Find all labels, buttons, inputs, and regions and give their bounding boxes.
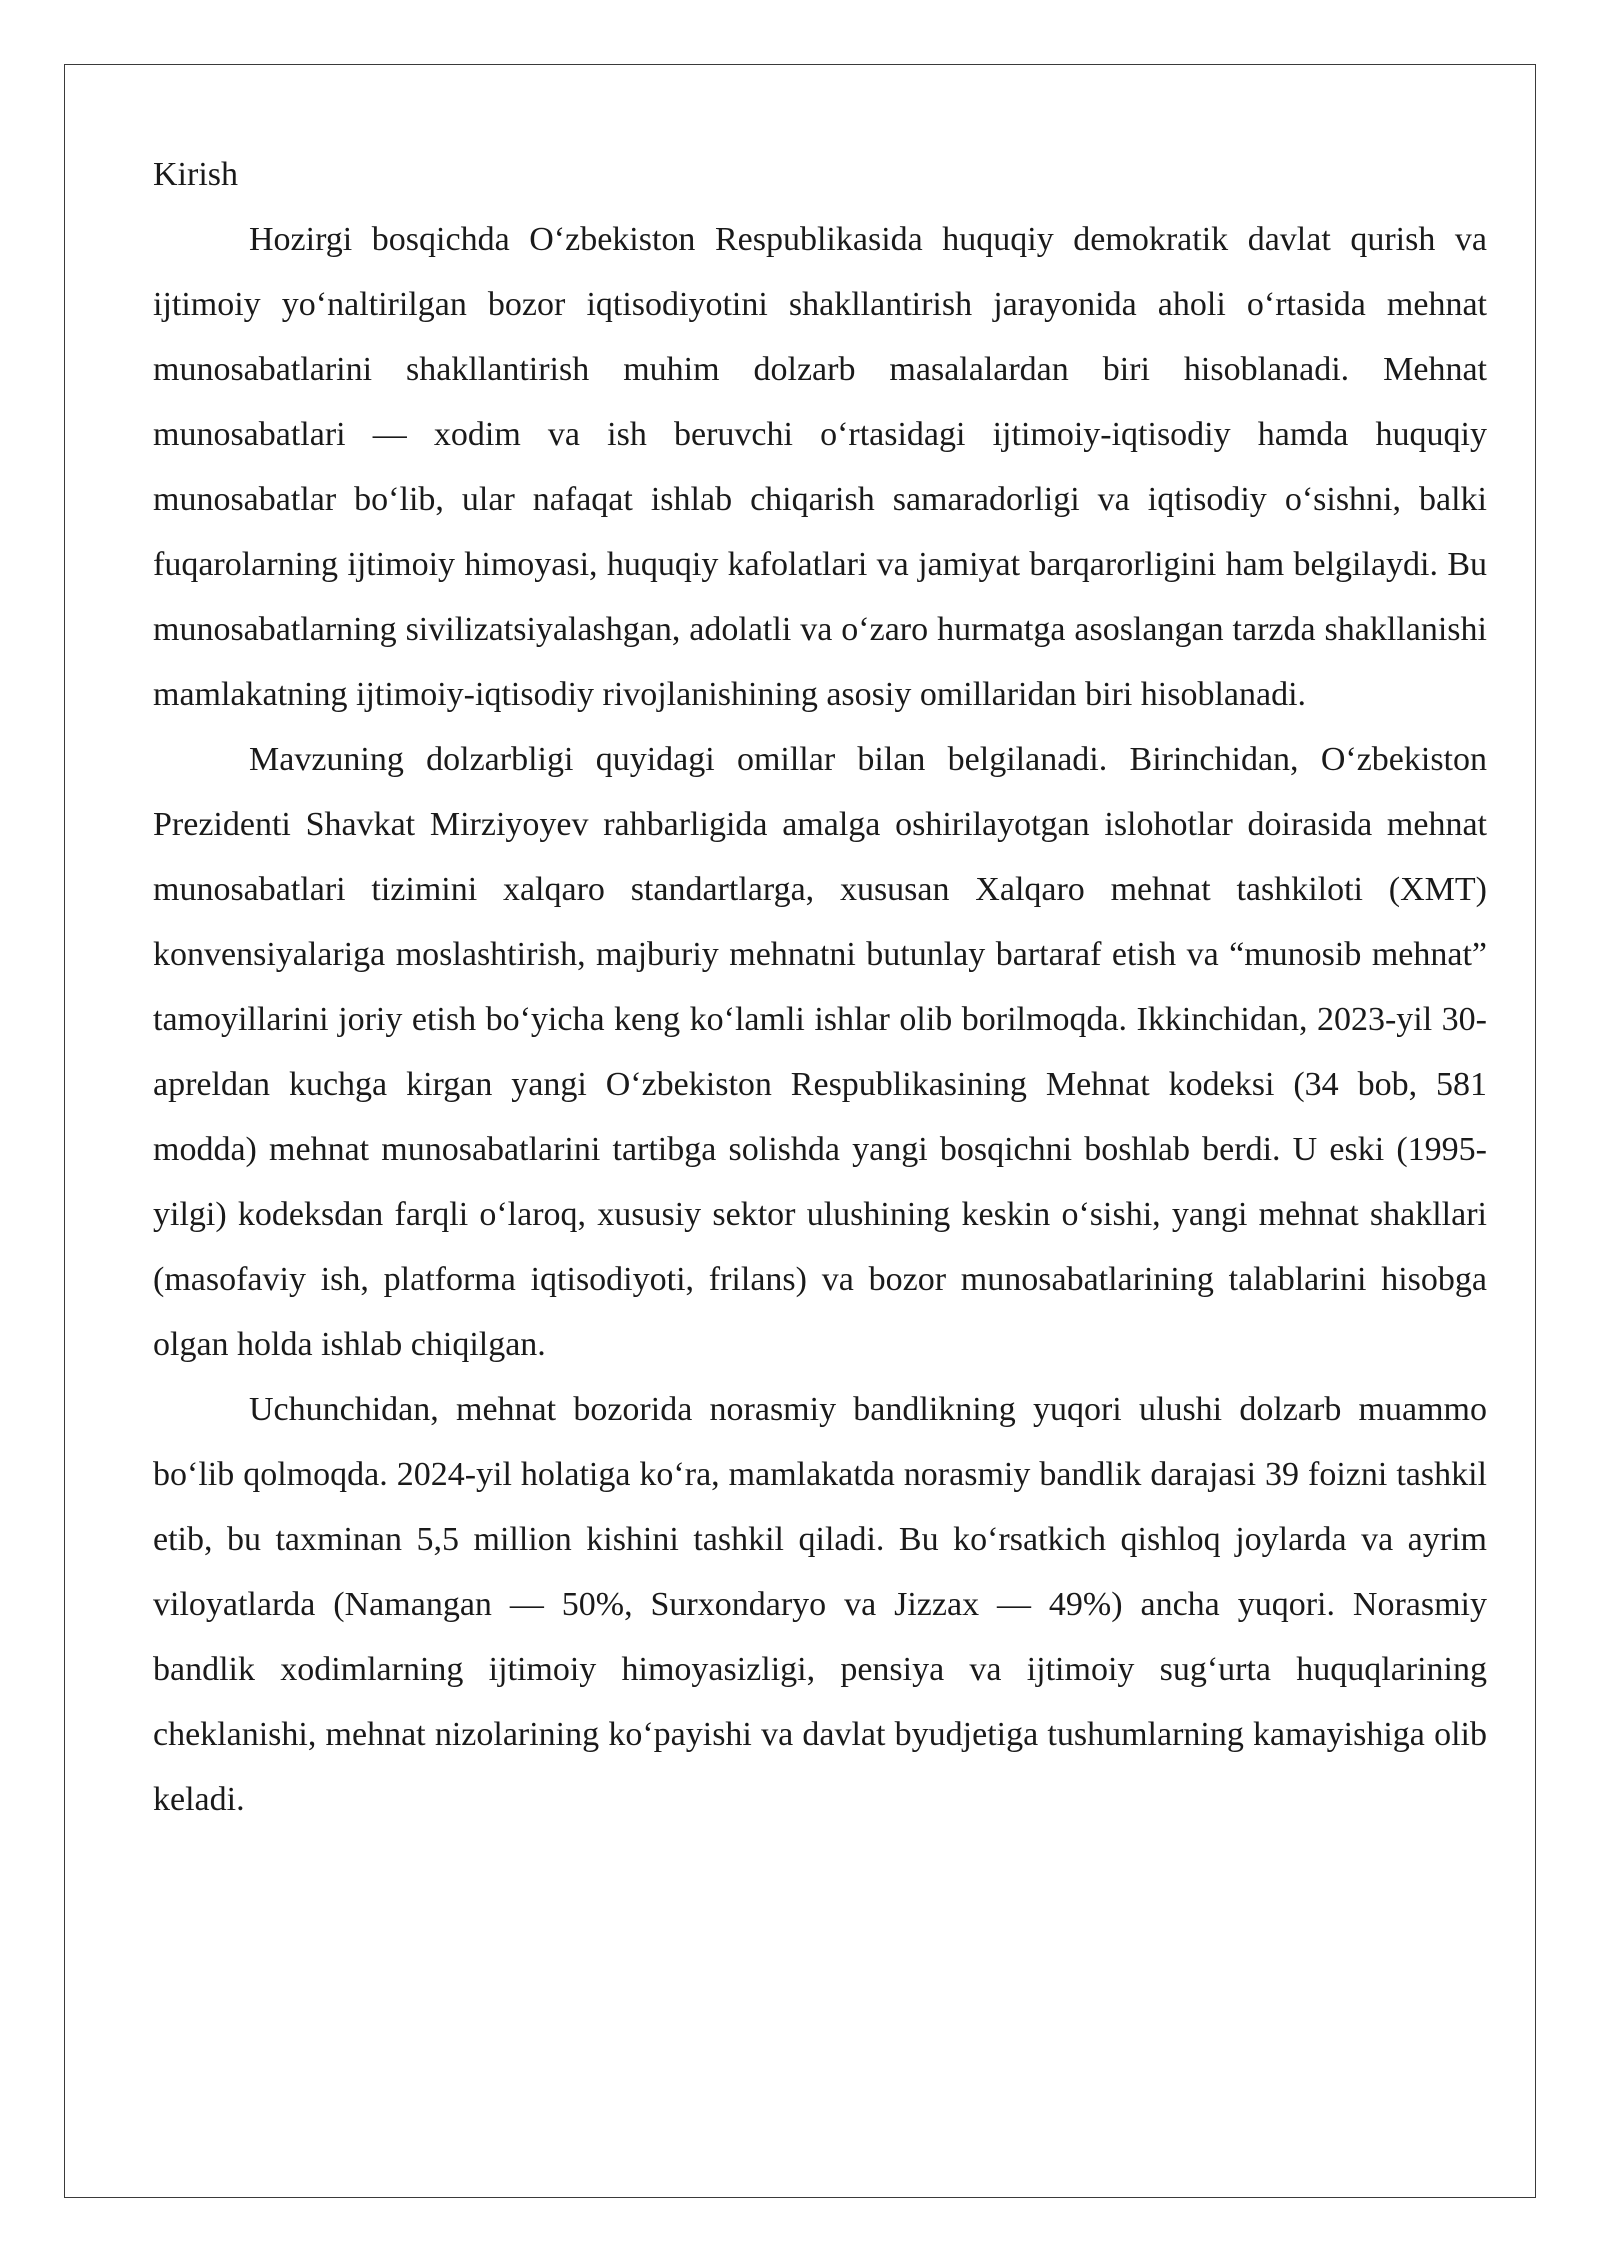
paragraph-1: Hozirgi bosqichda O‘zbekiston Respublikasida huquqiy demokratik davlat qurish va ijtimoiy yo‘naltirilgan bozor iqtisodiyotini shakllantirish jarayonida aholi o‘rtasida mehnat munosabatlarini shakllantirish muhim dolzarb masalalardan biri hisoblanadi. Mehnat munosabatlari — xodim va ish beruvchi o‘rtasidagi ijtimoiy-iqtisodiy hamda huquqiy munosabatlar bo‘lib, ular nafaqat ishlab chiqarish samaradorligi va iqtisodiy o‘sishni, balki fuqarolarning ijtimoiy himoyasi, huquqiy kafolatlari va jamiyat barqarorligini ham belgilaydi. Bu munosabatlarning sivilizatsiyalashgan, adolatli va o‘zaro hurmatga asoslangan tarzda shakllanishi mamlakatning ijtimoiy-iqtisodiy rivojlanishining asosiy omillaridan biri hisoblanadi. <box>153 221 1487 713</box>
paragraph-3: Uchunchidan, mehnat bozorida norasmiy bandlikning yuqori ulushi dolzarb muammo bo‘lib qolmoqda. 2024-yil holatiga ko‘ra, mamlakatda norasmiy bandlik darajasi 39 foizni tashkil etib, bu taxminan 5,5 million kishini tashkil qiladi. Bu ko‘rsatkich qishloq joylarda va ayrim viloyatlarda (Namangan — 50%, Surxondaryo va Jizzax — 49%) ancha yuqori. Norasmiy bandlik xodimlarning ijtimoiy himoyasizligi, pensiya va ijtimoiy sug‘urta huquqlarining cheklanishi, mehnat nizolarining ko‘payishi va davlat byudjetiga tushumlarning kamayishiga olib keladi. <box>153 1391 1487 1818</box>
paragraph-2: Mavzuning dolzarbligi quyidagi omillar bilan belgilanadi. Birinchidan, O‘zbekiston Prezidenti Shavkat Mirziyoyev rahbarligida amalga oshirilayotgan islohotlar doirasida mehnat munosabatlari tizimini xalqaro standartlarga, xususan Xalqaro mehnat tashkiloti (XMT) konvensiyalariga moslashtirish, majburiy mehnatni butunlay bartaraf etish va “munosib mehnat” tamoyillarini joriy etish bo‘yicha keng ko‘lamli ishlar olib borilmoqda. Ikkinchidan, 2023-yil 30-apreldan kuchga kirgan yangi O‘zbekiston Respublikasining Mehnat kodeksi (34 bob, 581 modda) mehnat munosabatlarini tartibga solishda yangi bosqichni boshlab berdi. U eski (1995-yilgi) kodeksdan farqli o‘laroq, xususiy sektor ulushining keskin o‘sishi, yangi mehnat shakllari (masofaviy ish, platforma iqtisodiyoti, frilans) va bozor munosabatlarining talablarini hisobga olgan holda ishlab chiqilgan. <box>153 741 1487 1363</box>
document-body <box>153 142 1487 1832</box>
section-heading: Kirish <box>153 156 238 193</box>
